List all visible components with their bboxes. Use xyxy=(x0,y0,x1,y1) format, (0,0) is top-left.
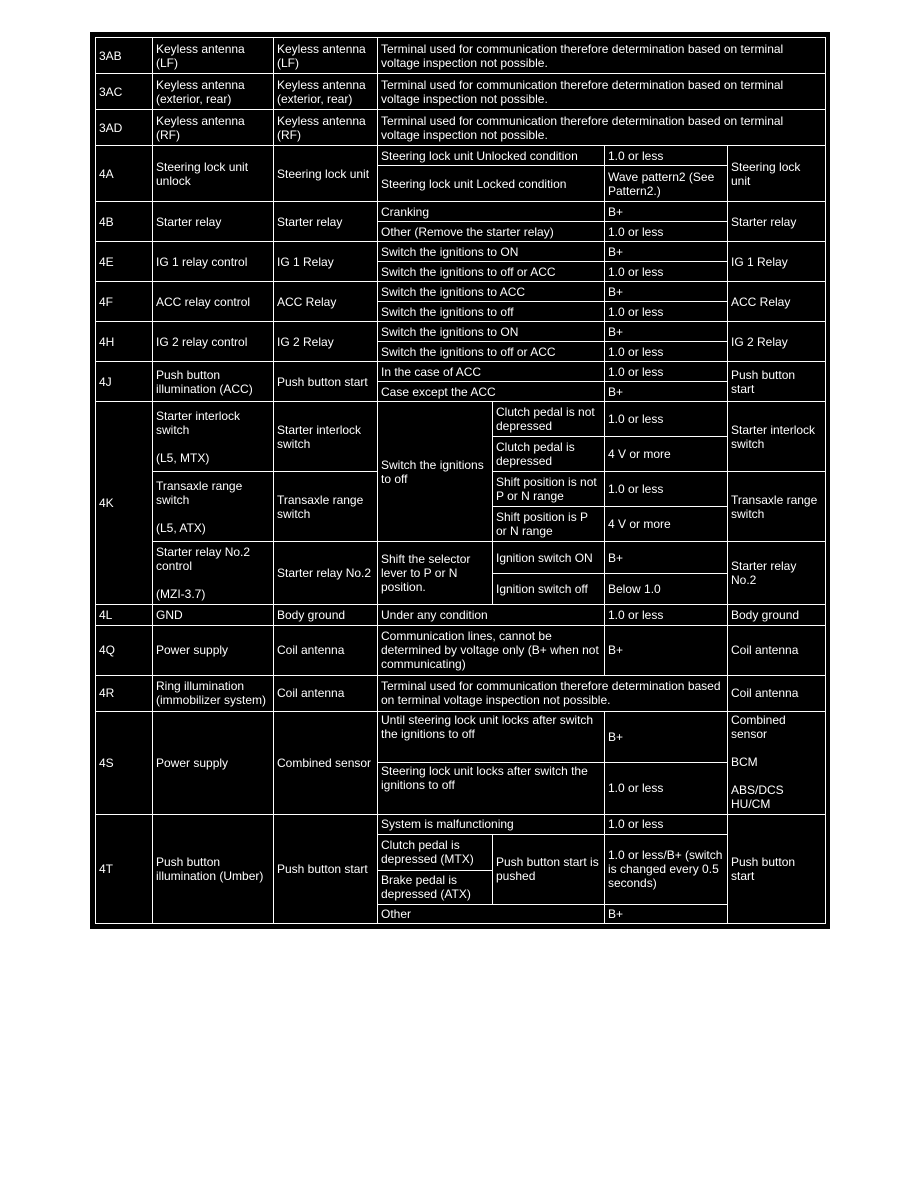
note-cell: Terminal used for communication therefore determination based on terminal voltage inspection not possible. xyxy=(378,38,826,74)
voltage-cell: 1.0 or less xyxy=(605,402,728,437)
signal-cell: Push button illumination (ACC) xyxy=(153,362,274,402)
terminal-cell: 4B xyxy=(96,202,153,242)
table-row xyxy=(96,146,826,166)
table-row xyxy=(96,362,826,382)
table-row xyxy=(96,402,826,437)
condition-cell: Switch the ignitions to ON xyxy=(378,322,605,342)
condition-cell: Until steering lock unit locks after switch the ignitions to off xyxy=(378,711,605,762)
voltage-cell: 4 V or more xyxy=(605,437,728,472)
voltage-cell: 1.0 or less xyxy=(605,814,728,834)
note-cell: Terminal used for communication therefore determination based on terminal voltage inspection not possible. xyxy=(378,110,826,146)
voltage-cell: B+ xyxy=(605,322,728,342)
signal-cell: Transaxle range switch (L5, ATX) xyxy=(153,472,274,542)
condition-cell: Shift the selector lever to P or N position. xyxy=(378,542,493,605)
action-cell: Combined sensor BCM ABS/DCS HU/CM xyxy=(728,711,826,814)
sub-condition-cell: Clutch pedal is depressed xyxy=(493,437,605,472)
terminal-cell: 4E xyxy=(96,242,153,282)
action-cell: Transaxle range switch xyxy=(728,472,826,542)
signal-cell: Push button illumination (Umber) xyxy=(153,814,274,923)
condition-cell: Cranking xyxy=(378,202,605,222)
connected-to-cell: Keyless antenna (exterior, rear) xyxy=(274,74,378,110)
action-cell: Body ground xyxy=(728,605,826,625)
condition-cell: Steering lock unit Unlocked condition xyxy=(378,146,605,166)
connected-to-cell: Starter relay No.2 xyxy=(274,542,378,605)
terminal-cell: 4R xyxy=(96,675,153,711)
condition-cell: Switch the ignitions to ACC xyxy=(378,282,605,302)
condition-cell: In the case of ACC xyxy=(378,362,605,382)
action-cell: Starter interlock switch xyxy=(728,402,826,472)
table-row xyxy=(96,711,826,762)
terminal-cell: 4F xyxy=(96,282,153,322)
voltage-cell: 1.0 or less xyxy=(605,262,728,282)
condition-cell: Switch the ignitions to off xyxy=(378,402,493,542)
connected-to-cell: Body ground xyxy=(274,605,378,625)
connected-to-cell: Steering lock unit xyxy=(274,146,378,202)
connected-to-cell: IG 1 Relay xyxy=(274,242,378,282)
signal-cell: IG 1 relay control xyxy=(153,242,274,282)
voltage-cell: B+ xyxy=(605,542,728,574)
condition-cell: Switch the ignitions to off or ACC xyxy=(378,342,605,362)
sub-condition-cell: Clutch pedal is not depressed xyxy=(493,402,605,437)
connected-to-cell: Combined sensor xyxy=(274,711,378,814)
condition-cell: Under any condition xyxy=(378,605,605,625)
connected-to-cell: Keyless antenna (LF) xyxy=(274,38,378,74)
sub-condition-cell: Ignition switch off xyxy=(493,574,605,605)
voltage-cell: B+ xyxy=(605,904,728,923)
condition-cell: Switch the ignitions to ON xyxy=(378,242,605,262)
condition-cell: Brake pedal is depressed (ATX) xyxy=(378,870,493,904)
signal-cell: Keyless antenna (exterior, rear) xyxy=(153,74,274,110)
condition-cell: Steering lock unit Locked condition xyxy=(378,166,605,202)
action-cell: Steering lock unit xyxy=(728,146,826,202)
connected-to-cell: Starter interlock switch xyxy=(274,402,378,472)
condition-cell: Communication lines, cannot be determined by voltage only (B+ when not communicating) xyxy=(378,625,605,675)
voltage-cell: 1.0 or less xyxy=(605,762,728,814)
action-cell: Push button start xyxy=(728,814,826,923)
terminal-cell: 4A xyxy=(96,146,153,202)
signal-cell: ACC relay control xyxy=(153,282,274,322)
terminal-cell: 4J xyxy=(96,362,153,402)
connected-to-cell: Coil antenna xyxy=(274,625,378,675)
terminal-cell: 4L xyxy=(96,605,153,625)
signal-cell: GND xyxy=(153,605,274,625)
terminal-table-frame xyxy=(90,32,830,929)
condition-cell: Clutch pedal is depressed (MTX) xyxy=(378,834,493,870)
voltage-cell: 1.0 or less xyxy=(605,302,728,322)
connected-to-cell: Coil antenna xyxy=(274,675,378,711)
action-cell: Push button start xyxy=(728,362,826,402)
terminal-cell: 4S xyxy=(96,711,153,814)
action-cell: IG 2 Relay xyxy=(728,322,826,362)
table-row xyxy=(96,202,826,222)
connected-to-cell: IG 2 Relay xyxy=(274,322,378,362)
table-row xyxy=(96,625,826,675)
terminal-cell: 4H xyxy=(96,322,153,362)
terminal-cell: 3AD xyxy=(96,110,153,146)
voltage-cell: B+ xyxy=(605,382,728,402)
signal-cell: Starter relay No.2 control (MZI-3.7) xyxy=(153,542,274,605)
voltage-cell: 4 V or more xyxy=(605,507,728,542)
voltage-cell: 1.0 or less xyxy=(605,342,728,362)
terminal-cell: 3AC xyxy=(96,74,153,110)
voltage-cell: B+ xyxy=(605,711,728,762)
voltage-cell: B+ xyxy=(605,202,728,222)
signal-cell: Steering lock unit unlock xyxy=(153,146,274,202)
table-row xyxy=(96,38,826,74)
table-row xyxy=(96,110,826,146)
condition-cell: Case except the ACC xyxy=(378,382,605,402)
note-cell: Terminal used for communication therefore determination based on terminal voltage inspection not possible. xyxy=(378,74,826,110)
sub-condition-cell: Ignition switch ON xyxy=(493,542,605,574)
signal-cell: Keyless antenna (RF) xyxy=(153,110,274,146)
connected-to-cell: Transaxle range switch xyxy=(274,472,378,542)
voltage-cell: 1.0 or less xyxy=(605,605,728,625)
terminal-voltage-table xyxy=(95,37,826,924)
action-cell: Coil antenna xyxy=(728,625,826,675)
table-row xyxy=(96,242,826,262)
terminal-cell: 4K xyxy=(96,402,153,605)
action-cell: Starter relay xyxy=(728,202,826,242)
table-row xyxy=(96,322,826,342)
signal-cell: Starter relay xyxy=(153,202,274,242)
action-cell: Starter relay No.2 xyxy=(728,542,826,605)
voltage-cell: B+ xyxy=(605,282,728,302)
condition-cell: Other xyxy=(378,904,605,923)
voltage-cell: Below 1.0 xyxy=(605,574,728,605)
voltage-cell: 1.0 or less xyxy=(605,362,728,382)
terminal-cell: 4Q xyxy=(96,625,153,675)
table-row xyxy=(96,74,826,110)
sub-condition-cell: Push button start is pushed xyxy=(493,834,605,904)
signal-cell: Starter interlock switch (L5, MTX) xyxy=(153,402,274,472)
condition-cell: Other (Remove the starter relay) xyxy=(378,222,605,242)
voltage-cell: B+ xyxy=(605,625,728,675)
signal-cell: Keyless antenna (LF) xyxy=(153,38,274,74)
condition-cell: Switch the ignitions to off xyxy=(378,302,605,322)
connected-to-cell: Starter relay xyxy=(274,202,378,242)
voltage-cell: B+ xyxy=(605,242,728,262)
terminal-cell: 3AB xyxy=(96,38,153,74)
action-cell: IG 1 Relay xyxy=(728,242,826,282)
condition-cell: System is malfunctioning xyxy=(378,814,605,834)
note-cell: Terminal used for communication therefore determination based on terminal voltage inspection not possible. xyxy=(378,675,728,711)
condition-cell: Switch the ignitions to off or ACC xyxy=(378,262,605,282)
sub-condition-cell: Shift position is not P or N range xyxy=(493,472,605,507)
table-row xyxy=(96,675,826,711)
connected-to-cell: ACC Relay xyxy=(274,282,378,322)
table-row xyxy=(96,282,826,302)
sub-condition-cell: Shift position is P or N range xyxy=(493,507,605,542)
signal-cell: Power supply xyxy=(153,711,274,814)
table-row xyxy=(96,605,826,625)
connected-to-cell: Push button start xyxy=(274,362,378,402)
signal-cell: Power supply xyxy=(153,625,274,675)
condition-cell: Steering lock unit locks after switch the ignitions to off xyxy=(378,762,605,814)
voltage-cell: 1.0 or less xyxy=(605,222,728,242)
signal-cell: Ring illumination (immobilizer system) xyxy=(153,675,274,711)
table-row xyxy=(96,814,826,834)
voltage-cell: 1.0 or less/B+ (switch is changed every 0.5 seconds) xyxy=(605,834,728,904)
action-cell: Coil antenna xyxy=(728,675,826,711)
signal-cell: IG 2 relay control xyxy=(153,322,274,362)
action-cell: ACC Relay xyxy=(728,282,826,322)
voltage-cell: Wave pattern2 (See Pattern2.) xyxy=(605,166,728,202)
terminal-cell: 4T xyxy=(96,814,153,923)
voltage-cell: 1.0 or less xyxy=(605,146,728,166)
connected-to-cell: Push button start xyxy=(274,814,378,923)
voltage-cell: 1.0 or less xyxy=(605,472,728,507)
table-row xyxy=(96,542,826,574)
connected-to-cell: Keyless antenna (RF) xyxy=(274,110,378,146)
